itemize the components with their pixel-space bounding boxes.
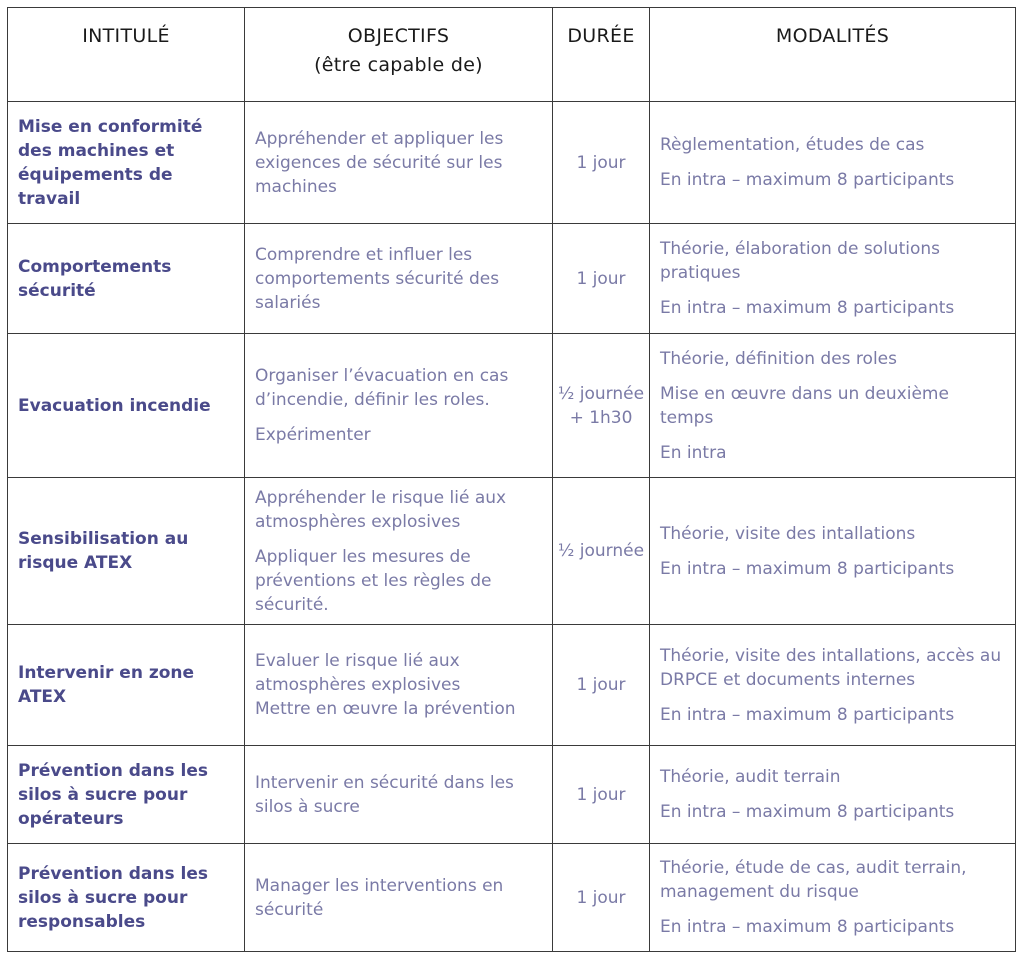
objective-text: Appréhender et appliquer les exigences de sécurité sur les machines: [255, 128, 504, 197]
table-row: [8, 625, 1016, 746]
row-modalities: [650, 478, 1016, 625]
row-duration: ½ journée: [553, 478, 650, 625]
row-title: Mise en conformité des machines et équipements de travail: [8, 102, 245, 224]
training-table: [7, 7, 1016, 952]
row-modalities: [650, 844, 1016, 952]
header-intitule: INTITULÉ: [8, 8, 245, 102]
table-row: [8, 102, 1016, 224]
modality-text: En intra: [660, 442, 727, 463]
modality-text: En intra – maximum 8 participants: [660, 170, 955, 190]
row-modalities: [650, 625, 1016, 746]
row-title: Comportements sécurité: [8, 224, 245, 334]
modality-text: Théorie, étude de cas, audit terrain, management du risque: [660, 858, 967, 902]
table-row: [8, 746, 1016, 844]
objective-text: Intervenir en sécurité dans les silos à sucre: [255, 772, 514, 817]
row-title: Prévention dans les silos à sucre pour opérateurs: [8, 746, 245, 844]
modality-text: Théorie, définition des roles: [660, 348, 897, 369]
row-objectives: [245, 625, 553, 746]
objective-text: Comprendre et influer les comportements sécurité des salariés: [255, 244, 500, 313]
objective-text: Mettre en œuvre la prévention: [255, 699, 516, 719]
row-duration: 1 jour: [553, 625, 650, 746]
objective-text: Appréhender le risque lié aux atmosphères explosives: [255, 487, 507, 532]
row-title: Prévention dans les silos à sucre pour responsables: [8, 844, 245, 952]
row-objectives: [245, 224, 553, 334]
header-objectifs: [245, 8, 553, 102]
header-objectifs-label: OBJECTIFS: [347, 25, 450, 47]
header-row: [8, 8, 1016, 102]
modality-text: En intra – maximum 8 participants: [660, 558, 955, 579]
row-duration: 1 jour: [553, 746, 650, 844]
table-row: [8, 478, 1016, 625]
objective-text: Evaluer le risque lié aux atmosphères explosives: [255, 651, 461, 695]
objective-text: Organiser l’évacuation en cas d’incendie, définir les roles.: [255, 366, 509, 410]
header-objectifs-sub: (être capable de): [314, 54, 483, 77]
modality-text: Théorie, visite des intallations: [660, 523, 916, 544]
row-duration: 1 jour: [553, 102, 650, 224]
row-modalities: [650, 102, 1016, 224]
row-duration: ½ journée + 1h30: [553, 334, 650, 478]
objective-text: Appliquer les mesures de préventions et les règles de sécurité.: [255, 546, 492, 615]
row-objectives: [245, 844, 553, 952]
modality-text: En intra – maximum 8 participants: [660, 917, 955, 937]
table-row: [8, 334, 1016, 478]
modality-text: En intra – maximum 8 participants: [660, 298, 955, 318]
row-modalities: [650, 746, 1016, 844]
row-duration: 1 jour: [553, 844, 650, 952]
modality-text: Mise en œuvre dans un deuxième temps: [660, 383, 949, 428]
row-title: Sensibilisation au risque ATEX: [8, 478, 245, 625]
header-modalites: MODALITÉS: [650, 8, 1016, 102]
modality-text: Règlementation, études de cas: [660, 135, 925, 155]
row-objectives: [245, 478, 553, 625]
row-title: Evacuation incendie: [8, 334, 245, 478]
row-objectives: [245, 334, 553, 478]
table-row: [8, 224, 1016, 334]
objective-text: Expérimenter: [255, 425, 371, 445]
row-modalities: [650, 334, 1016, 478]
table-row: [8, 844, 1016, 952]
row-duration: 1 jour: [553, 224, 650, 334]
row-modalities: [650, 224, 1016, 334]
row-title: Intervenir en zone ATEX: [8, 625, 245, 746]
modality-text: Théorie, audit terrain: [660, 767, 841, 787]
modality-text: Théorie, élaboration de solutions pratiques: [660, 239, 940, 283]
row-objectives: [245, 102, 553, 224]
modality-text: Théorie, visite des intallations, accès au DRPCE et documents internes: [660, 645, 1002, 690]
modality-text: En intra – maximum 8 participants: [660, 802, 955, 822]
header-duree: DURÉE: [553, 8, 650, 102]
modality-text: En intra – maximum 8 participants: [660, 704, 955, 725]
objective-text: Manager les interventions en sécurité: [255, 875, 504, 920]
row-objectives: [245, 746, 553, 844]
